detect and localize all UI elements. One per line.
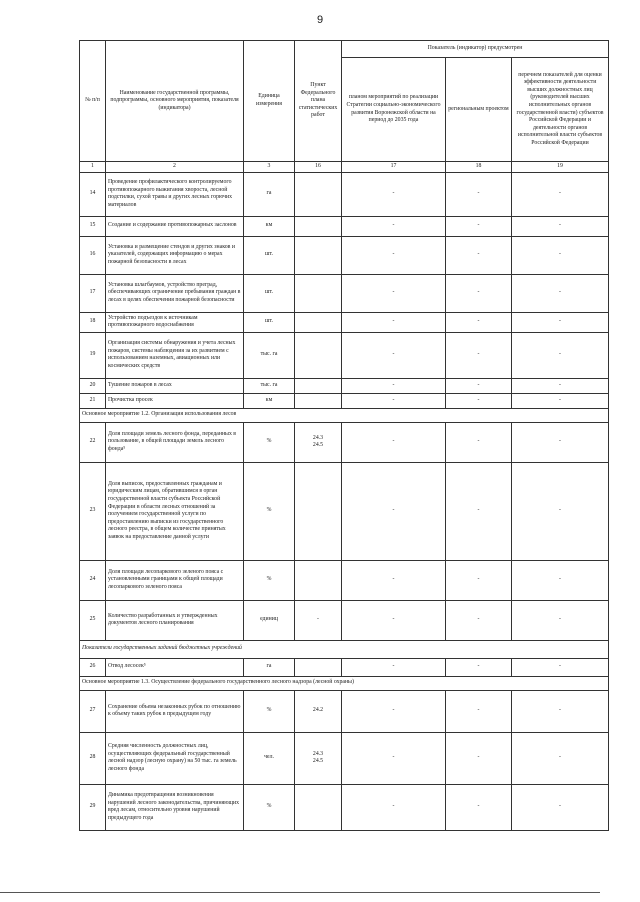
plan-item-cell: 24.3 24.5 xyxy=(295,732,342,784)
row-number: 16 xyxy=(80,236,106,274)
col-number: 1 xyxy=(80,162,106,173)
plan-item-cell: 24.3 24.5 xyxy=(295,422,342,462)
plan-item-cell xyxy=(295,332,342,378)
performance-list-cell: - xyxy=(512,393,609,408)
col-number: 16 xyxy=(295,162,342,173)
header-provided: Показатель (индикатор) предусмотрен xyxy=(342,41,609,58)
performance-list-cell: - xyxy=(512,658,609,676)
row-number: 23 xyxy=(80,462,106,560)
plan-item-cell xyxy=(295,658,342,676)
table-row xyxy=(80,658,609,676)
table-row xyxy=(80,332,609,378)
strategy-cell: - xyxy=(342,732,446,784)
table-row xyxy=(80,600,609,640)
table-row xyxy=(80,393,609,408)
strategy-cell: - xyxy=(342,600,446,640)
plan-item-cell: 24.2 xyxy=(295,690,342,732)
plan-item-cell xyxy=(295,784,342,830)
strategy-cell: - xyxy=(342,560,446,600)
unit-cell: чел. xyxy=(244,732,295,784)
table-row xyxy=(80,784,609,830)
strategy-cell: - xyxy=(342,393,446,408)
performance-list-cell: - xyxy=(512,274,609,312)
regional-project-cell: - xyxy=(446,393,512,408)
header-unit: Единица измерения xyxy=(244,41,295,162)
strategy-cell: - xyxy=(342,784,446,830)
row-number: 17 xyxy=(80,274,106,312)
unit-cell: шт. xyxy=(244,274,295,312)
unit-cell: % xyxy=(244,784,295,830)
regional-project-cell: - xyxy=(446,462,512,560)
strategy-cell: - xyxy=(342,462,446,560)
regional-project-cell: - xyxy=(446,658,512,676)
indicator-name: Устройство подъездов к источникам противопожарного водоснабжения xyxy=(106,312,244,332)
row-number: 28 xyxy=(80,732,106,784)
table-row xyxy=(80,312,609,332)
unit-cell: км xyxy=(244,216,295,236)
performance-list-cell: - xyxy=(512,600,609,640)
strategy-cell: - xyxy=(342,274,446,312)
page-number: 9 xyxy=(316,14,324,26)
performance-list-cell: - xyxy=(512,378,609,393)
header-strategy: планом мероприятий по реализации Стратегии социально-экономического развития Воронежской области на период до 2035 года xyxy=(342,58,446,162)
regional-project-cell: - xyxy=(446,312,512,332)
indicator-name: Динамика предотвращения возникновения нарушений лесного законодательства, причиняющих вред лесам, относительно уровня нарушений предыдущего года xyxy=(106,784,244,830)
unit-cell: единиц xyxy=(244,600,295,640)
table-row xyxy=(80,560,609,600)
table-body xyxy=(80,172,609,830)
unit-cell: % xyxy=(244,690,295,732)
row-number: 18 xyxy=(80,312,106,332)
indicator-name: Доля выписок, предоставленных гражданам и юридическим лицам, обратившимся в орган государственной власти субъекта Российской Федерации в области лесных отношений за получением государственной услуги по предоставлению выписки из государственного лесного реестра, в общем количестве принятых заявок на предоставление данной услуги xyxy=(106,462,244,560)
strategy-cell: - xyxy=(342,236,446,274)
plan-item-cell xyxy=(295,560,342,600)
strategy-cell: - xyxy=(342,690,446,732)
regional-project-cell: - xyxy=(446,422,512,462)
unit-cell: % xyxy=(244,462,295,560)
performance-list-cell: - xyxy=(512,732,609,784)
regional-project-cell: - xyxy=(446,216,512,236)
indicator-name: Отвод лесосек⁵ xyxy=(106,658,244,676)
table-row xyxy=(80,274,609,312)
performance-list-cell: - xyxy=(512,462,609,560)
unit-cell: шт. xyxy=(244,312,295,332)
strategy-cell: - xyxy=(342,422,446,462)
row-number: 24 xyxy=(80,560,106,600)
performance-list-cell: - xyxy=(512,560,609,600)
indicator-name: Установка и размещение стендов и других знаков и указателей, содержащих информацию о мерах пожарной безопасности в лесах xyxy=(106,236,244,274)
header-regional: региональным проектом xyxy=(446,58,512,162)
bottom-rule xyxy=(0,892,600,893)
indicator-name: Создание и содержание противопожарных заслонов xyxy=(106,216,244,236)
col-number: 17 xyxy=(342,162,446,173)
section-row xyxy=(80,676,609,690)
row-number: 21 xyxy=(80,393,106,408)
indicator-name: Средняя численность должностных лиц, осуществляющих федеральный государственный лесной надзор (лесную охрану) на 50 тыс. га земель лесного фонда xyxy=(106,732,244,784)
performance-list-cell: - xyxy=(512,784,609,830)
performance-list-cell: - xyxy=(512,422,609,462)
regional-project-cell: - xyxy=(446,378,512,393)
table-row xyxy=(80,216,609,236)
col-number: 19 xyxy=(512,162,609,173)
strategy-cell: - xyxy=(342,312,446,332)
indicators-table xyxy=(79,40,609,831)
regional-project-cell: - xyxy=(446,560,512,600)
plan-item-cell: - xyxy=(295,600,342,640)
indicator-name: Прочистка просек xyxy=(106,393,244,408)
regional-project-cell: - xyxy=(446,236,512,274)
row-number: 20 xyxy=(80,378,106,393)
plan-item-cell xyxy=(295,393,342,408)
unit-cell: км xyxy=(244,393,295,408)
regional-project-cell: - xyxy=(446,784,512,830)
unit-cell: га xyxy=(244,658,295,676)
indicator-name: Установка шлагбаумов, устройство преград, обеспечивающих ограничение пребывания граждан в лесах в целях обеспечения пожарной безопасности xyxy=(106,274,244,312)
indicator-name: Тушение пожаров в лесах xyxy=(106,378,244,393)
strategy-cell: - xyxy=(342,378,446,393)
table-row xyxy=(80,378,609,393)
unit-cell: шт. xyxy=(244,236,295,274)
strategy-cell: - xyxy=(342,332,446,378)
header-plan: Пункт Федерального плана статистических работ xyxy=(295,41,342,162)
performance-list-cell: - xyxy=(512,332,609,378)
regional-project-cell: - xyxy=(446,690,512,732)
header-num: № п/п xyxy=(80,41,106,162)
table-row xyxy=(80,462,609,560)
unit-cell: % xyxy=(244,560,295,600)
header-name: Наименование государственной программы, подпрограммы, основного мероприятия, показателя (индикатора) xyxy=(106,41,244,162)
plan-item-cell xyxy=(295,274,342,312)
regional-project-cell: - xyxy=(446,172,512,216)
regional-project-cell: - xyxy=(446,332,512,378)
row-number: 26 xyxy=(80,658,106,676)
unit-cell: га xyxy=(244,172,295,216)
table-row xyxy=(80,690,609,732)
row-number: 19 xyxy=(80,332,106,378)
unit-cell: % xyxy=(244,422,295,462)
section-title: Показатели государственных заданий бюджетных учреждений xyxy=(80,640,609,658)
col-number: 2 xyxy=(106,162,244,173)
performance-list-cell: - xyxy=(512,216,609,236)
indicator-name: Количество разработанных и утвержденных документов лесного планирования xyxy=(106,600,244,640)
indicator-name: Доля площади лесопаркового зеленого пояса с установленными границами к общей площади лесопаркового зеленого пояса xyxy=(106,560,244,600)
header-list: перечнем показателей для оценки эффективности деятельности высших должностных лиц (руководителей высших исполнительных органов государственной власти) субъектов Российской Федерации и деятельности органов исполнительной власти субъектов Российской Федерации xyxy=(512,58,609,162)
col-number: 18 xyxy=(446,162,512,173)
plan-item-cell xyxy=(295,172,342,216)
plan-item-cell xyxy=(295,312,342,332)
performance-list-cell: - xyxy=(512,236,609,274)
table-row xyxy=(80,732,609,784)
plan-item-cell xyxy=(295,462,342,560)
row-number: 14 xyxy=(80,172,106,216)
unit-cell: тыс. га xyxy=(244,378,295,393)
regional-project-cell: - xyxy=(446,732,512,784)
performance-list-cell: - xyxy=(512,172,609,216)
plan-item-cell xyxy=(295,236,342,274)
row-number: 15 xyxy=(80,216,106,236)
section-title: Основное мероприятие 1.3. Осуществление федерального государственного лесного надзора (лесной охраны) xyxy=(80,676,609,690)
unit-cell: тыс. га xyxy=(244,332,295,378)
indicator-name: Организация системы обнаружения и учета лесных пожаров, системы наблюдения за их развитием с использованием наземных, авиационных или космических средств xyxy=(106,332,244,378)
performance-list-cell: - xyxy=(512,312,609,332)
row-number: 25 xyxy=(80,600,106,640)
indicator-name: Сохранение объема незаконных рубок по отношению к объему таких рубок в предыдущем году xyxy=(106,690,244,732)
performance-list-cell: - xyxy=(512,690,609,732)
table-row xyxy=(80,172,609,216)
row-number: 27 xyxy=(80,690,106,732)
plan-item-cell xyxy=(295,216,342,236)
strategy-cell: - xyxy=(342,658,446,676)
plan-item-cell xyxy=(295,378,342,393)
strategy-cell: - xyxy=(342,172,446,216)
row-number: 29 xyxy=(80,784,106,830)
indicator-name: Доля площади земель лесного фонда, переданных в пользование, в общей площади земель лесного фонда⁵ xyxy=(106,422,244,462)
section-row xyxy=(80,408,609,422)
strategy-cell: - xyxy=(342,216,446,236)
table-row xyxy=(80,422,609,462)
row-number: 22 xyxy=(80,422,106,462)
col-number: 3 xyxy=(244,162,295,173)
indicator-name: Проведение профилактического контролируемого противопожарного выжигания хвороста, лесной подстилки, сухой травы и других лесных горючих материалов xyxy=(106,172,244,216)
regional-project-cell: - xyxy=(446,600,512,640)
regional-project-cell: - xyxy=(446,274,512,312)
section-title: Основное мероприятие 1.2. Организация использования лесов xyxy=(80,408,609,422)
section-row xyxy=(80,640,609,658)
table-row xyxy=(80,236,609,274)
